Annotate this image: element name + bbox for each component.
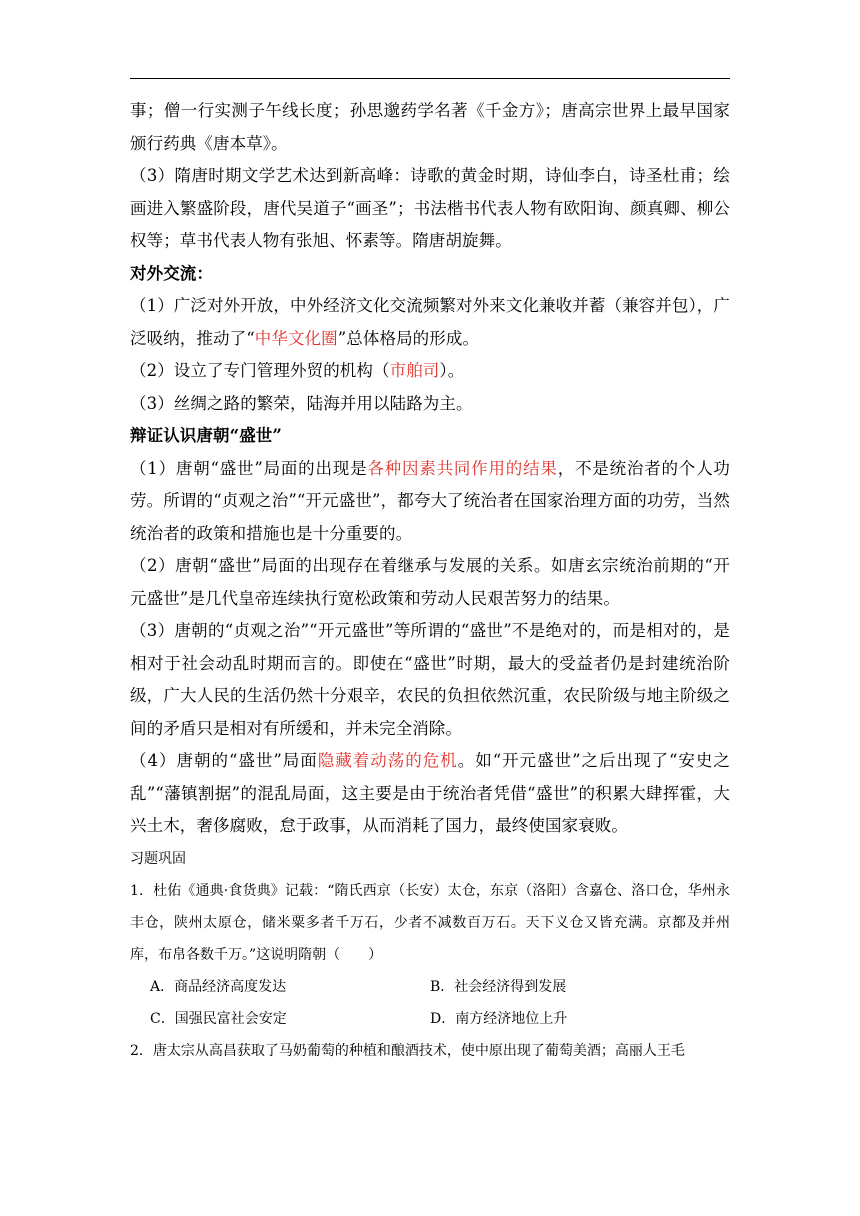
highlight-combined-factors: 各种因素共同作用的结果 [367, 458, 558, 478]
highlight-hidden-crisis: 隐藏着动荡的危机 [317, 751, 458, 770]
highlight-chinese-culture-circle: 中华文化圈 [254, 328, 338, 348]
heading-dialectic: 辩证认识唐朝“盛世” [130, 426, 282, 445]
paragraph-dialectic-3: （3）唐朝的“贞观之治”“开元盛世”等所谓的“盛世”不是绝对的，而是相对的，是相对于社会动乱时期而言的。即使在“盛世”时期，最大的受益者仍是封建统治阶级，广大人民的生活仍然十分艰辛，农民的负担依然沉重，农民阶级与地主阶级之间的矛盾只是相对有所缓和，并未完全消除。 [130, 621, 730, 738]
paragraph-dialectic-1 [130, 453, 730, 551]
option-b: B．社会经济得到发展 [430, 978, 567, 995]
document-page [130, 95, 730, 1067]
text-segment: 。如“开元盛世”之后出现了“安史之乱”“藩镇割据”的混乱局面，这主要是由于统治者凭借“盛世”的积累大肆挥霍，大兴土木，奢侈腐败，怠于政事，从而消耗了国力，最终使国家衰败。 [130, 751, 730, 835]
option-d: D．南方经济地位上升 [430, 1010, 568, 1027]
text-segment: ，不是统治者的个人功劳。所谓的“贞观之治”“开元盛世”，都夸大了统治者在国家治理方面的功劳，当然统治者的政策和措施也是十分重要的。 [130, 458, 730, 543]
paragraph-literature-art: （3）隋唐时期文学艺术达到新高峰：诗歌的黄金时期，诗仙李白，诗圣杜甫；绘画进入繁盛阶段，唐代吴道子“画圣”；书法楷书代表人物有欧阳询、颜真卿、柳公权等；草书代表人物有张旭、怀素等。隋唐胡旋舞。 [130, 166, 730, 250]
paragraph-foreign-2 [130, 355, 730, 388]
paragraph-foreign-3: （3）丝绸之路的繁荣，陆海并用以陆路为主。 [130, 393, 473, 413]
heading-exercise: 习题巩固 [130, 850, 186, 867]
option-c: C．国强民富社会安定 [150, 1010, 287, 1027]
question-1: 1．杜佑《通典·食货典》记载：“隋氏西京（长安）太仓，东京（洛阳）含嘉仓、洛口仓，华州永丰仓，陕州太原仓，储米粟多者千万石，少者不减数百万石。天下义仓又皆充满。京都及并州库，布帛各数千万。”这说明隋朝（ ） [130, 882, 730, 963]
text-segment: （2）设立了专门管理外贸的机构（ [130, 361, 390, 380]
heading-foreign-exchange: 对外交流： [130, 263, 213, 283]
question-2: 2．唐太宗从高昌获取了马奶葡萄的种植和酿酒技术，使中原出现了葡萄美酒；高丽人王毛 [130, 1042, 685, 1059]
paragraph-dialectic-2: （2）唐朝“盛世”局面的出现存在着继承与发展的关系。如唐玄宗统治前期的“开元盛世”是几代皇帝连续执行宽松政策和劳动人民艰苦努力的结果。 [130, 556, 730, 608]
text-segment: （4）唐朝的“盛世”局面 [130, 751, 318, 770]
text-segment: （1）广泛对外开放，中外经济文化交流频繁对外来文化兼收并蓄（兼容并包），广泛吸纳，推动了“ [130, 296, 730, 348]
highlight-shibosi: 市舶司 [389, 361, 440, 380]
paragraph-foreign-1 [130, 290, 730, 355]
header-rule [130, 78, 730, 79]
option-a: A．商品经济高度发达 [150, 978, 287, 995]
question-1-options [130, 971, 730, 1035]
paragraph-medicine: 事；僧一行实测子午线长度；孙思邈药学名著《千金方》；唐高宗世界上最早国家颁行药典《唐本草》。 [130, 101, 730, 153]
text-segment: ）。 [439, 361, 465, 380]
text-segment: （1）唐朝“盛世”局面的出现是 [130, 458, 368, 478]
paragraph-dialectic-4 [130, 745, 730, 843]
text-segment: ”总体格局的形成。 [337, 328, 480, 348]
